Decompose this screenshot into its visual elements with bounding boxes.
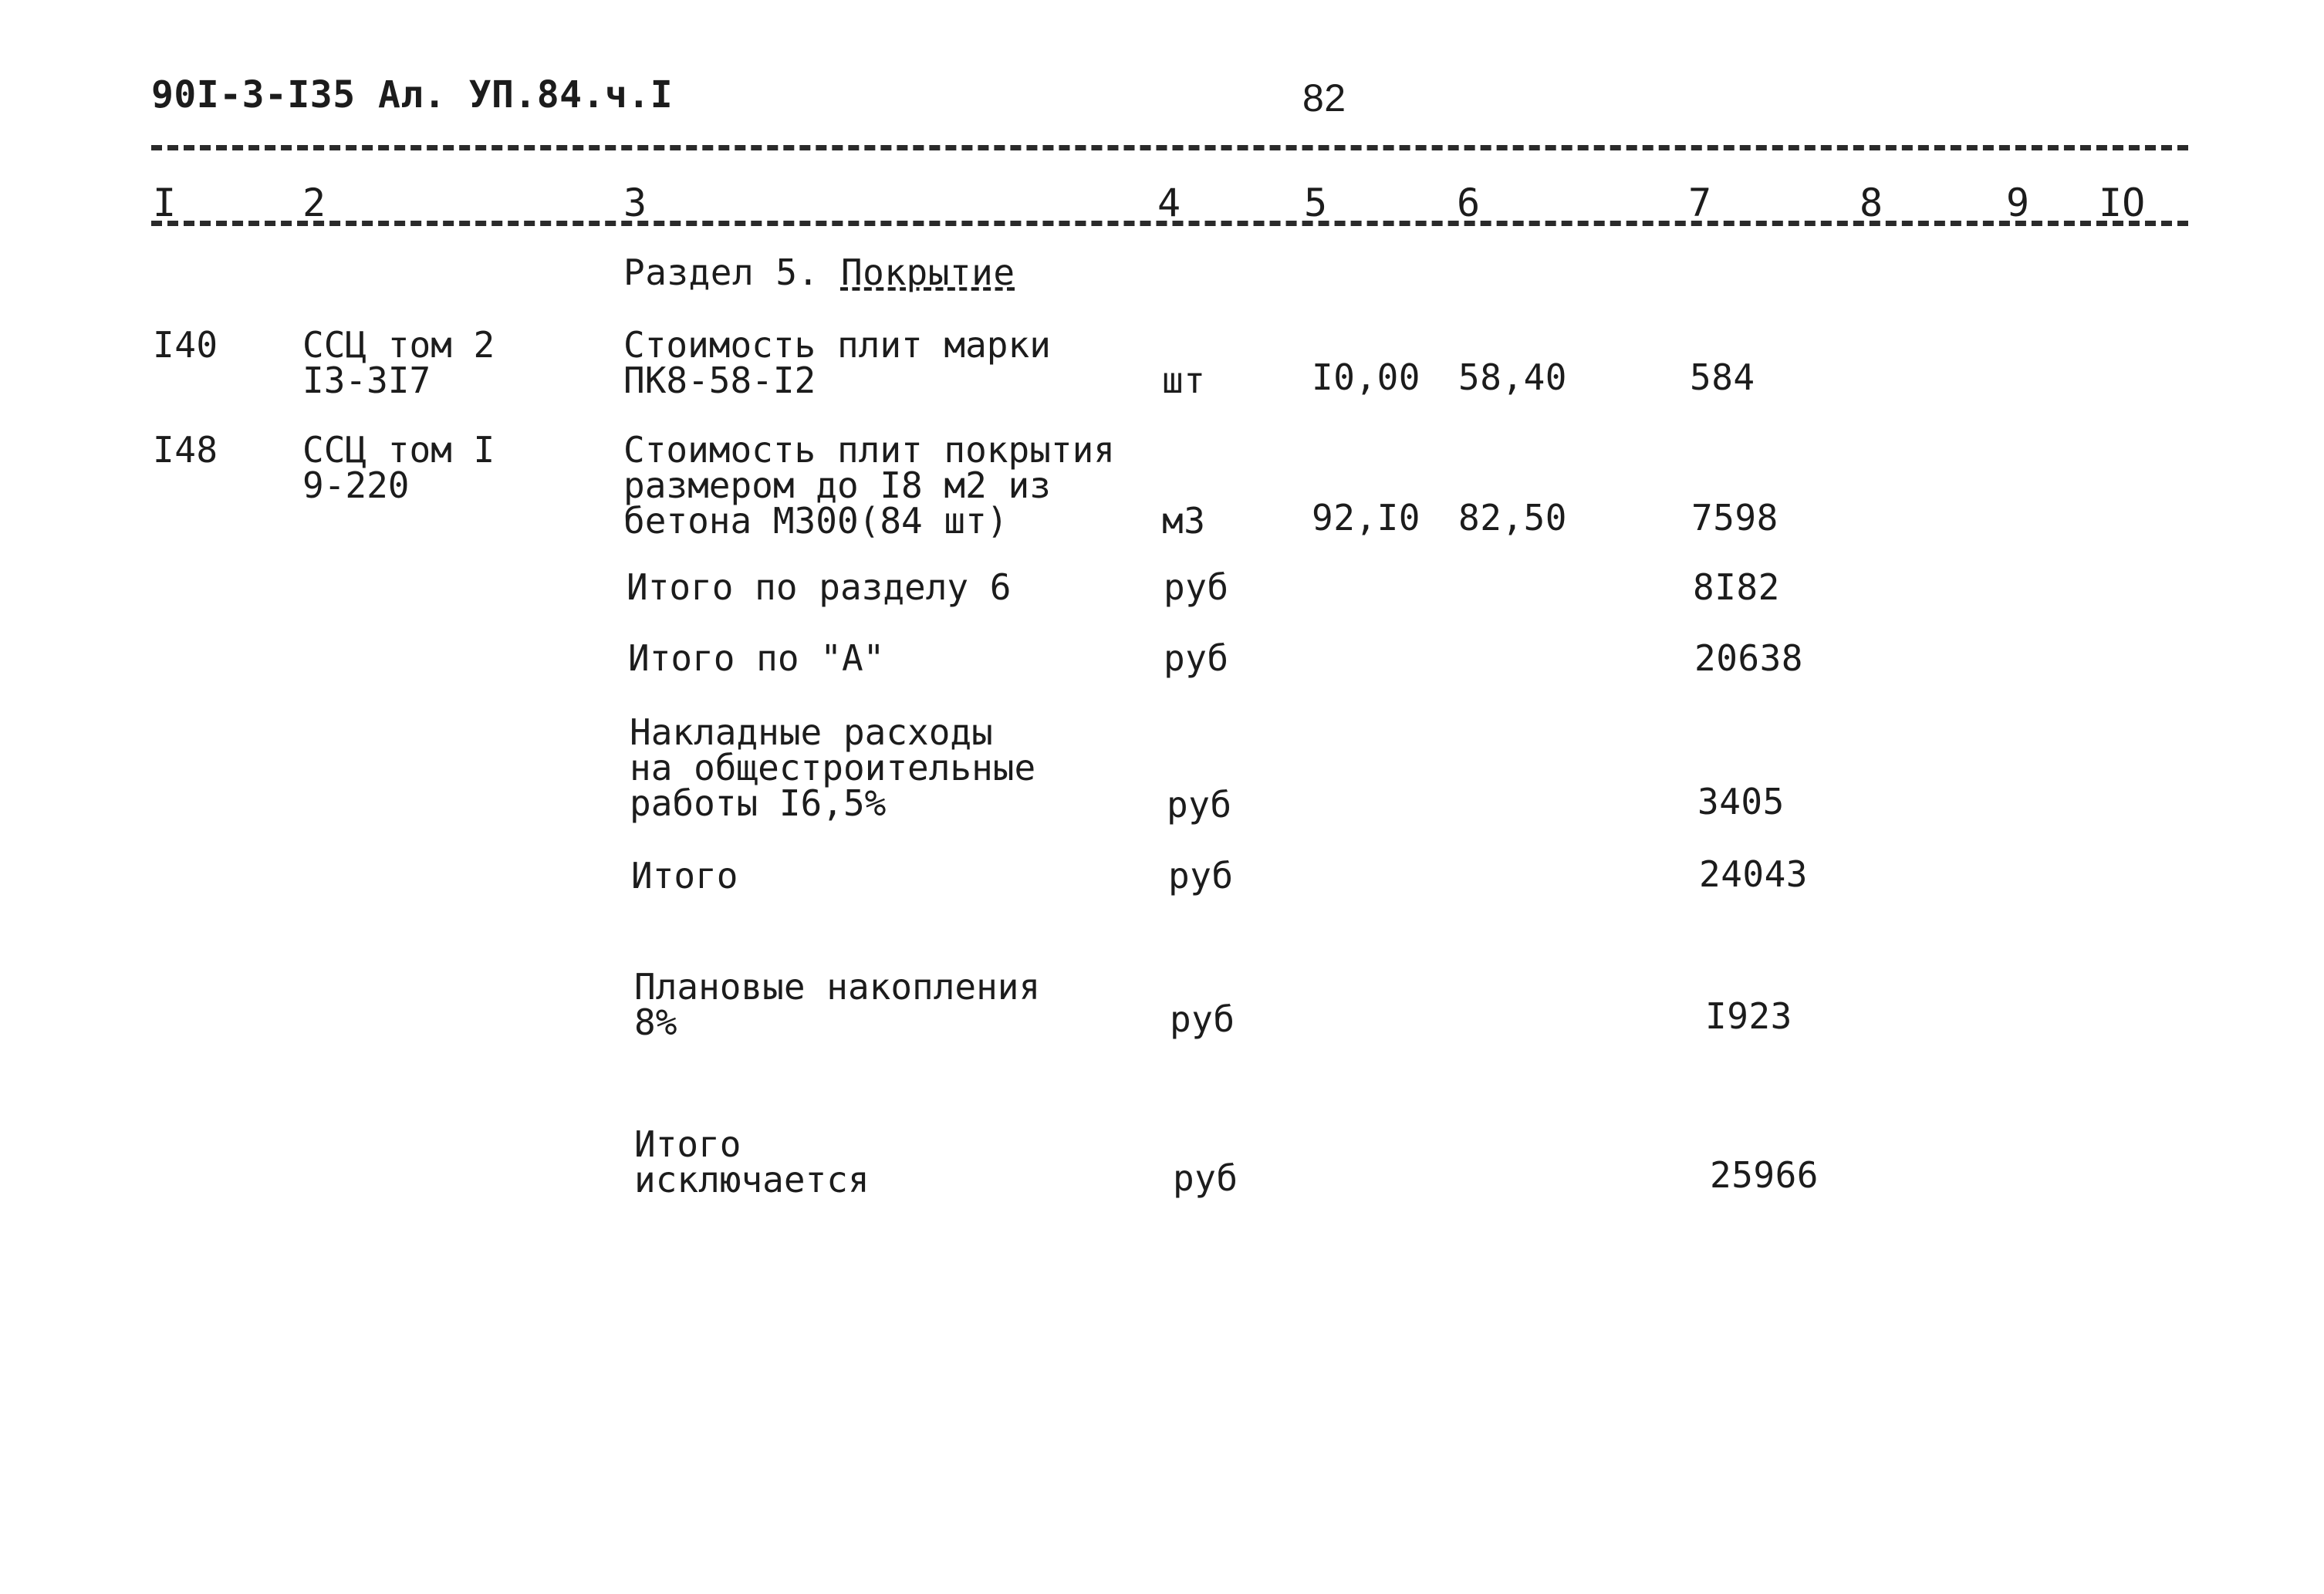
- column-header: I: [153, 181, 177, 225]
- row-price: 58,40: [1458, 356, 1567, 398]
- summary-unit: руб: [1168, 855, 1234, 897]
- column-header: 3: [623, 181, 647, 225]
- summary-label: Итого по "А": [628, 637, 885, 679]
- summary-total: 3405: [1697, 781, 1785, 822]
- column-header: 7: [1688, 181, 1712, 225]
- summary-unit: руб: [1164, 566, 1229, 608]
- row-price: 82,50: [1458, 497, 1567, 539]
- summary-label: Итого: [631, 855, 738, 897]
- column-header: 9: [2006, 181, 2030, 225]
- summary-label: Итого исключается: [634, 1123, 870, 1201]
- document-code: 90I-3-I35 Ал. УП.84.ч.I: [151, 73, 674, 117]
- row-number: I48: [153, 429, 218, 471]
- summary-label: Плановые накопления 8%: [634, 966, 1041, 1043]
- column-header: 6: [1457, 181, 1481, 225]
- column-header: 2: [302, 181, 326, 225]
- summary-unit: руб: [1170, 998, 1235, 1040]
- summary-total: 25966: [1710, 1154, 1819, 1196]
- summary-total: 20638: [1694, 637, 1803, 679]
- column-header: IO: [2099, 181, 2146, 225]
- summary-total: 8I82: [1693, 566, 1780, 608]
- column-header-divider: [151, 221, 2188, 226]
- row-reference: ССЦ том 2 I3-3I7: [302, 324, 495, 401]
- summary-total: I923: [1705, 995, 1792, 1037]
- row-total: 584: [1690, 356, 1755, 398]
- row-quantity: 92,I0: [1312, 497, 1420, 539]
- summary-unit: руб: [1167, 784, 1232, 826]
- row-unit: м3: [1162, 500, 1206, 542]
- summary-label: Накладные расходы на общестроительные работы I6,5%: [630, 711, 1036, 824]
- column-header: 8: [1860, 181, 1883, 225]
- section-prefix: Раздел 5.: [623, 252, 841, 293]
- row-reference: ССЦ том I 9-220: [302, 429, 495, 506]
- summary-unit: руб: [1164, 637, 1229, 679]
- column-header: 4: [1157, 181, 1181, 225]
- row-number: I40: [153, 324, 218, 366]
- row-description: Стоимость плит марки ПК8-58-I2: [623, 324, 1051, 401]
- summary-unit: руб: [1173, 1157, 1238, 1199]
- row-quantity: I0,00: [1312, 356, 1420, 398]
- column-header: 5: [1304, 181, 1328, 225]
- section-title: [623, 252, 1015, 293]
- summary-label: Итого по разделу 6: [627, 566, 1012, 608]
- page-number: 82: [1302, 76, 1346, 120]
- row-unit: шт: [1162, 360, 1206, 401]
- row-description: Стоимость плит покрытия размером до I8 м2 из бетона М300(84 шт): [623, 429, 1115, 542]
- summary-total: 24043: [1699, 853, 1808, 895]
- row-total: 7598: [1691, 497, 1778, 539]
- header-divider: [151, 145, 2188, 150]
- section-name: Покрытие: [840, 252, 1015, 293]
